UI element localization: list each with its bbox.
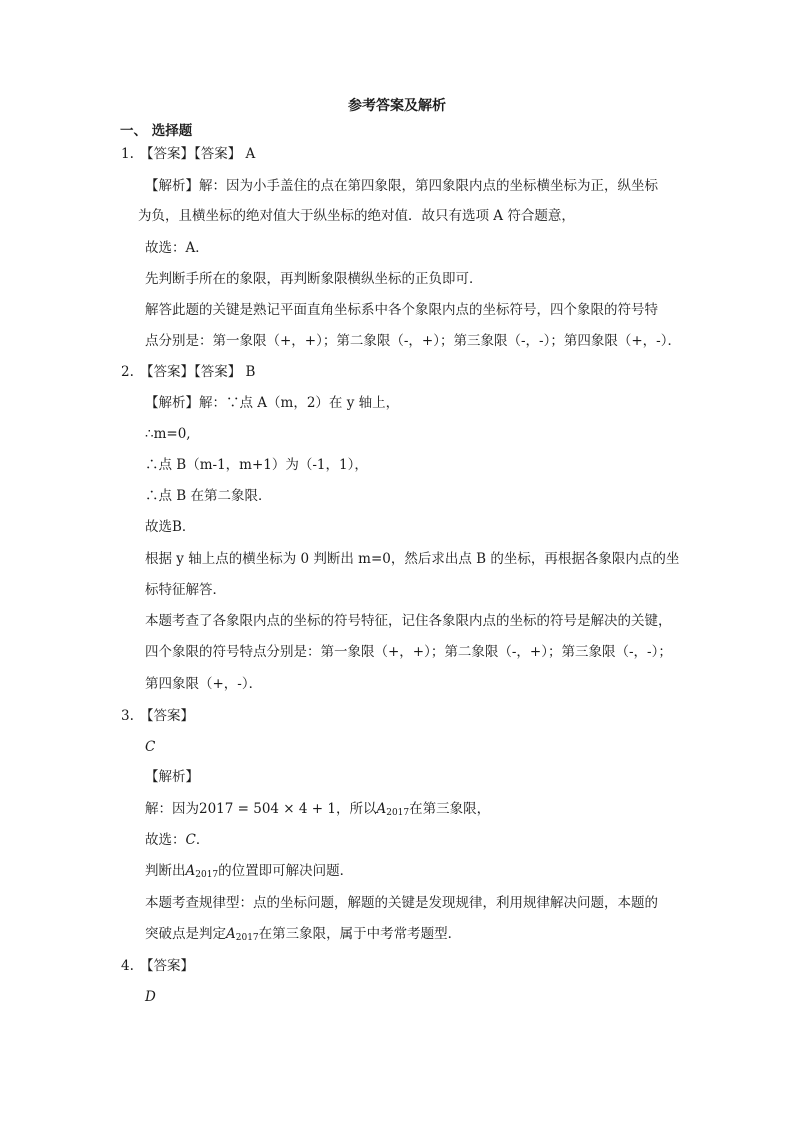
question-2-line-4: ∴点 B 在第二象限．: [145, 488, 272, 504]
question-3-line-2: 故选：C．: [145, 832, 210, 848]
question-3-line-1: 解：因为2017 = 504 × 4 + 1，所以$A_{2017}$在第三象限，: [145, 801, 491, 818]
question-2-line-2: ∴m=0,: [145, 426, 191, 442]
question-3-line-4: 本题考查规律型：点的坐标问题，解题的关键是发现规律，利用规律解决问题，本题的: [145, 895, 658, 911]
question-1-line-6: 点分别是：第一象限（+，+）；第二象限（-，+）；第三象限（-，-）；第四象限（+，-）．: [145, 333, 681, 349]
question-2-line-7: 标特征解答．: [145, 582, 226, 598]
section-heading: 一、 选择题: [120, 123, 193, 139]
question-1-line-3: 故选：A．: [145, 240, 209, 256]
question-1-answer: 【答案】【答案】 A: [140, 146, 256, 162]
question-3-number: 3.: [121, 708, 134, 724]
question-2-line-3: ∴点 B（m-1，m+1）为（-1，1），: [145, 457, 368, 473]
question-2-line-9: 四个象限的符号特点分别是：第一象限（+，+）；第二象限（-，+）；第三象限（-，-）；: [145, 644, 672, 660]
question-2-line-8: 本题考查了各象限内点的坐标的符号特征，记住各象限内点的坐标的符号是解决的关键，: [145, 613, 672, 629]
question-1-number: 1.: [121, 146, 134, 162]
question-4-choice: D: [145, 989, 156, 1005]
question-3-answer: 【答案】: [140, 708, 194, 724]
question-1-line-5: 解答此题的关键是熟记平面直角坐标系中各个象限内点的坐标符号，四个象限的符号特: [145, 302, 658, 318]
question-2-number: 2.: [121, 364, 134, 380]
question-2-line-1: 【解析】解：∵点 A（m，2）在 y 轴上，: [145, 395, 400, 411]
page-title: 参考答案及解析: [348, 98, 446, 114]
question-1-line-4: 先判断手所在的象限，再判断象限横纵坐标的正负即可．: [145, 271, 483, 287]
question-2-line-6: 根据 y 轴上点的横坐标为 0 判断出 m=0，然后求出点 B 的坐标，再根据各象限内点的坐: [145, 551, 680, 567]
question-4-answer: 【答案】: [140, 958, 194, 974]
question-2-answer: 【答案】【答案】 B: [140, 364, 256, 380]
question-2-line-5: 故选B．: [145, 519, 196, 535]
question-3-choice: C: [145, 739, 156, 755]
question-1-line-2: 为负，且横坐标的绝对值大于纵坐标的绝对值．故只有选项 A 符合题意，: [138, 208, 575, 224]
question-3-line-3: 判断出$A_{2017}$的位置即可解决问题．: [145, 863, 354, 880]
question-2-line-10: 第四象限（+，-）．: [145, 676, 263, 692]
question-3-jiexi: 【解析】: [145, 769, 199, 785]
question-3-line-5: 突破点是判定$A_{2017}$在第三象限，属于中考常考题型．: [145, 926, 462, 943]
question-4-number: 4.: [121, 958, 134, 974]
question-1-line-1: 【解析】解：因为小手盖住的点在第四象限，第四象限内点的坐标横坐标为正，纵坐标: [145, 178, 658, 194]
